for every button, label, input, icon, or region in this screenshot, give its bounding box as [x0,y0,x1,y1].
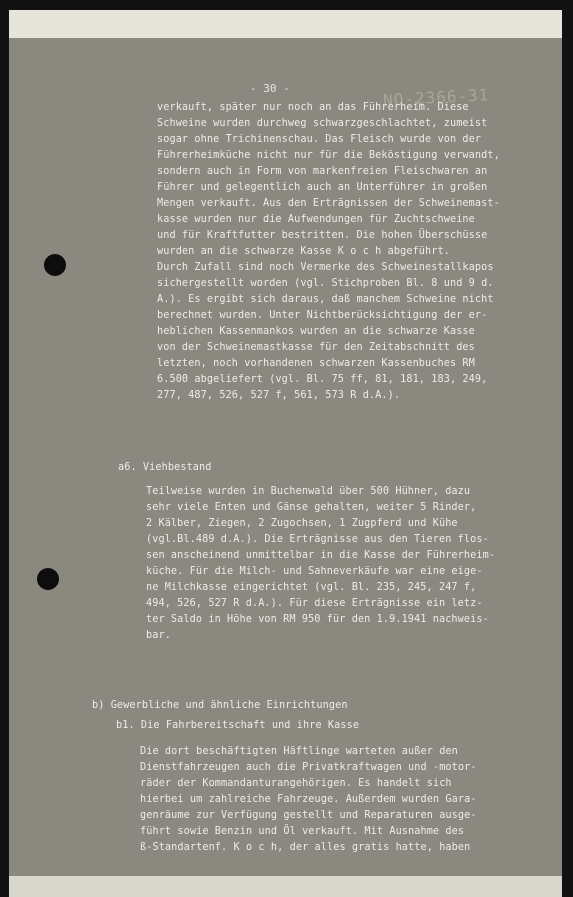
text-line: ter Saldo in Höhe von RM 950 für den 1.9.1941 nachweis- [146,614,489,625]
text-line: Führer und gelegentlich auch an Unterführer in großen [157,182,488,193]
text-line: und für Kraftfutter bestritten. Die hohen Überschüsse [157,230,488,241]
text-line: ß-Standartenf. K o c h, der alles gratis hatte, haben [140,842,471,853]
section-heading: b) Gewerbliche und ähnliche Einrichtungen [92,700,348,711]
text-line: von der Schweinemastkasse für den Zeitabschnitt des [157,342,475,353]
text-line: sichergestellt worden (vgl. Stichproben Bl. 8 und 9 d. [157,278,494,289]
text-line: 277, 487, 526, 527 f, 561, 573 R d.A.). [157,390,401,401]
text-line: sehr viele Enten und Gänse gehalten, weiter 5 Rinder, [146,502,477,513]
text-line: sogar ohne Trichinenschau. Das Fleisch wurde von der [157,134,482,145]
text-line: genräume zur Verfügung gestellt und Reparaturen ausge- [140,810,477,821]
text-line: Schweine wurden durchweg schwarzgeschlachtet, zumeist [157,118,488,129]
text-line: Mengen verkauft. Aus den Erträgnissen der Schweinemast- [157,198,500,209]
text-line: hierbei um zahlreiche Fahrzeuge. Außerdem wurden Gara- [140,794,477,805]
text-line: 494, 526, 527 R d.A.). Für diese Erträgnisse ein letz- [146,598,483,609]
punch-hole [44,254,66,276]
text-line: führt sowie Benzin und Öl verkauft. Mit Ausnahme des [140,826,465,837]
paper-bottom-edge [9,876,562,897]
document-stamp: NO-2366-31 [382,85,490,110]
page-number: - 30 - [250,82,290,95]
subsection-heading: b1. Die Fahrbereitschaft und ihre Kasse [116,720,360,731]
text-line: sondern auch in Form von markenfreien Fleischwaren an [157,166,488,177]
section-heading: a6. Viehbestand [118,462,212,473]
text-line: Führerheimküche nicht nur für die Beköstigung verwandt, [157,150,500,161]
text-line: ne Milchkasse eingerichtet (vgl. Bl. 235, 245, 247 f, [146,582,477,593]
text-line: Dienstfahrzeugen auch die Privatkraftwagen und -motor- [140,762,477,773]
text-line: heblichen Kassenmankos wurden an die schwarze Kasse [157,326,475,337]
text-line: letzten, noch vorhandenen schwarzen Kassenbuches RM [157,358,475,369]
text-line: verkauft, später nur noch an das Führerheim. Diese [157,102,469,113]
punch-hole [37,568,59,590]
text-line: berechnet wurden. Unter Nichtberücksichtigung der er- [157,310,488,321]
text-line: Teilweise wurden in Buchenwald über 500 Hühner, dazu [146,486,471,497]
text-line: 6.500 abgeliefert (vgl. Bl. 75 ff, 81, 181, 183, 249, [157,374,488,385]
text-line: Die dort beschäftigten Häftlinge warteten außer den [140,746,458,757]
text-line: räder der Kommandanturangehörigen. Es handelt sich [140,778,452,789]
text-line: sen anscheinend unmittelbar in die Kasse der Führerheim- [146,550,496,561]
text-line: bar. [146,630,171,641]
text-line: wurden an die schwarze Kasse K o c h abgeführt. [157,246,450,257]
text-line: A.). Es ergibt sich daraus, daß manchem Schweine nicht [157,294,494,305]
text-line: Durch Zufall sind noch Vermerke des Schweinestallkapos [157,262,494,273]
text-line: 2 Kälber, Ziegen, 2 Zugochsen, 1 Zugpferd und Kühe [146,518,458,529]
text-line: kasse wurden nur die Aufwendungen für Zuchtschweine [157,214,475,225]
text-line: küche. Für die Milch- und Sahneverkäufe war eine eige- [146,566,483,577]
text-line: (vgl.Bl.489 d.A.). Die Erträgnisse aus den Tieren flos- [146,534,489,545]
